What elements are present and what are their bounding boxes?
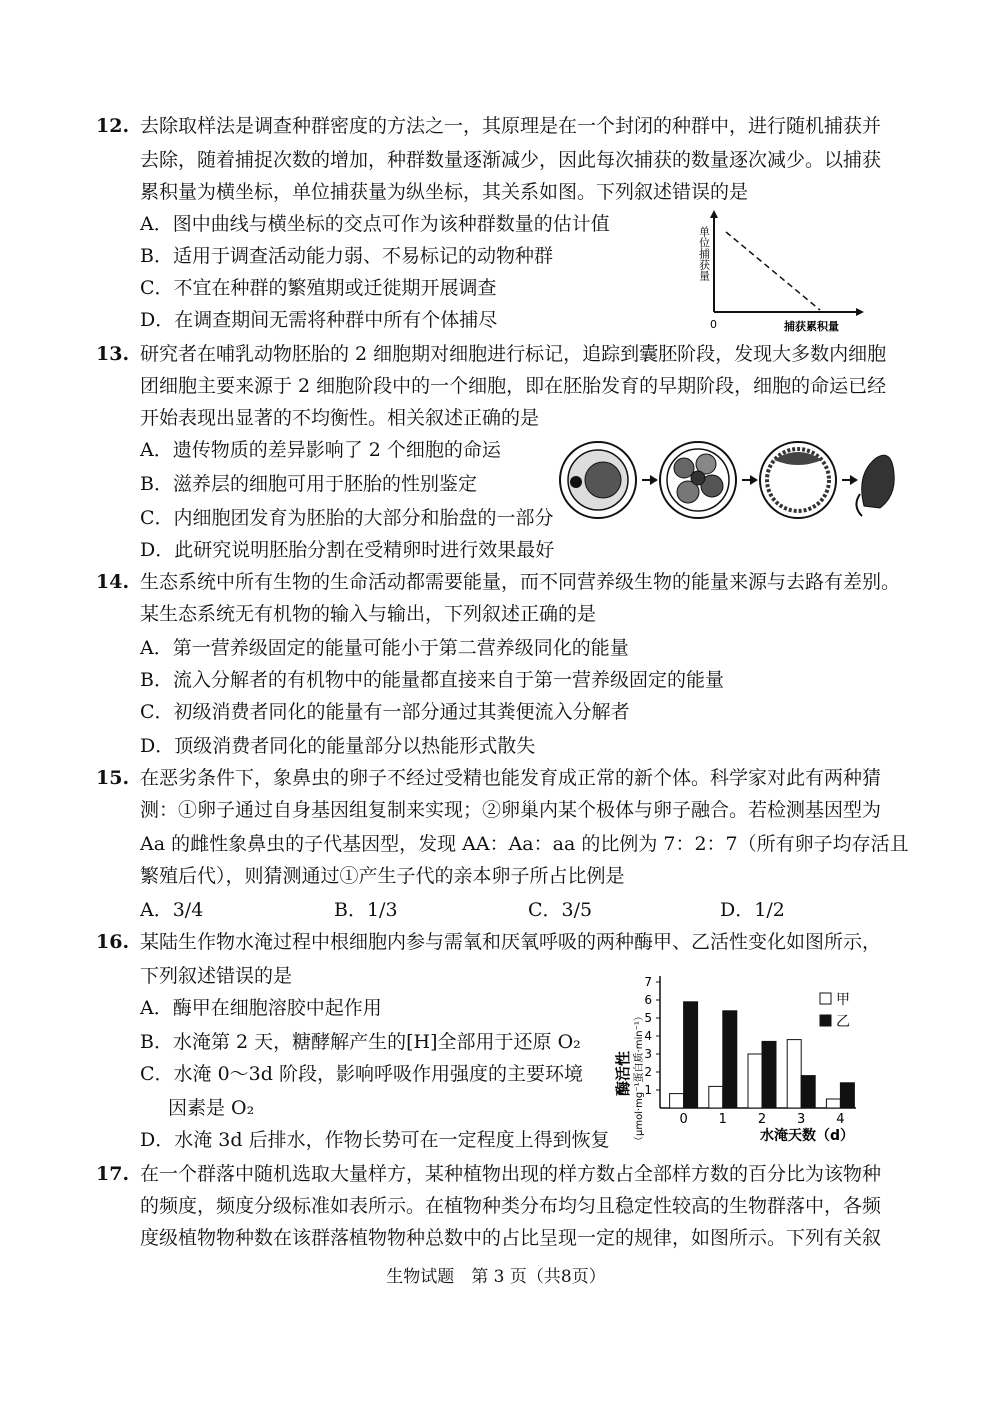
y-axis-unit: （μmol·mg⁻¹蛋白质·min⁻¹） <box>634 1011 645 1146</box>
question-stem-line: 生态系统中所有生物的生命活动都需要能量，而不同营养级生物的能量来源与去路有差别。 <box>140 571 901 593</box>
bar-yi <box>840 1083 854 1108</box>
option-a: A．遗传物质的差异影响了 2 个细胞的命运 <box>140 439 501 461</box>
option-d: D．在调查期间无需将种群中所有个体捕尽 <box>140 309 498 331</box>
bar-jia <box>709 1086 723 1108</box>
option-b: B．滋养层的细胞可用于胚胎的性别鉴定 <box>140 473 477 495</box>
bar-jia <box>787 1040 801 1108</box>
y-tick-label: 2 <box>644 1065 652 1079</box>
option-a: A．图中曲线与横坐标的交点可作为该种群数量的估计值 <box>140 213 610 235</box>
option-c-continued: 因素是 O₂ <box>168 1097 255 1119</box>
question-number: 17. <box>96 1163 130 1185</box>
option-b: B．流入分解者的有机物中的能量都直接来自于第一营养级固定的能量 <box>140 669 724 691</box>
bar-yi <box>762 1041 776 1108</box>
option-c: C．不宜在种群的繁殖期或迁徙期开展调查 <box>140 277 497 299</box>
question-number: 15. <box>96 767 130 789</box>
y-tick-label: 5 <box>644 1011 652 1025</box>
y-axis-title: 酶活性 <box>614 1050 632 1096</box>
capture-graph <box>690 208 870 336</box>
bar-jia <box>670 1094 684 1108</box>
legend-swatch <box>820 1015 831 1026</box>
question-stem-line: 测：①卵子通过自身基因组复制来实现；②卵巢内某个极体与卵子融合。若检测基因型为 <box>140 799 882 821</box>
x-axis-label: 捕获累积量 <box>784 320 839 333</box>
option-a: A．3/4 <box>140 899 204 921</box>
option-b: B．水淹第 2 天，糖酵解产生的[H]全部用于还原 O₂ <box>140 1031 581 1053</box>
bar-jia <box>826 1099 840 1108</box>
blastocyst-image <box>760 442 836 518</box>
question-stem-line: 研究者在哺乳动物胚胎的 2 细胞期对细胞进行标记，追踪到囊胚阶段，发现大多数内细胞 <box>140 343 887 365</box>
y-tick-label: 4 <box>644 1029 652 1043</box>
question-stem-line: 团细胞主要来源于 2 细胞阶段中的一个细胞，即在胚胎发育的早期阶段，细胞的命运已经 <box>140 375 887 397</box>
option-c: C．内细胞团发育为胚胎的大部分和胎盘的一部分 <box>140 507 554 529</box>
y-axis-label: 单位捕获量 <box>697 226 711 281</box>
x-tick-label: 4 <box>836 1112 845 1127</box>
x-tick-label: 3 <box>797 1112 806 1127</box>
x-axis-title: 水淹天数（d） <box>760 1128 855 1144</box>
option-b: B．适用于调查活动能力弱、不易标记的动物种群 <box>140 245 553 267</box>
question-stem-line: 在一个群落中随机选取大量样方，某种植物出现的样方数占全部样方数的百分比为该物种 <box>140 1163 882 1185</box>
question-stem-line: Aa 的雌性象鼻虫的子代基因型，发现 AA：Aa：aa 的比例为 7：2：7（所有卵子均存活且 <box>140 833 909 855</box>
x-tick-label: 1 <box>718 1112 727 1127</box>
y-tick-label: 6 <box>644 993 652 1007</box>
decline-line <box>726 232 820 310</box>
option-a: A．第一营养级固定的能量可能小于第二营养级同化的能量 <box>140 637 629 659</box>
option-c: C．3/5 <box>528 899 593 921</box>
morula-image <box>660 442 736 518</box>
bar-yi <box>801 1076 815 1108</box>
question-stem-line: 去除取样法是调查种群密度的方法之一，其原理是在一个封闭的种群中，进行随机捕获并 <box>140 115 882 137</box>
question-stem-line: 累积量为横坐标，单位捕获量为纵坐标，其关系如图。下列叙述错误的是 <box>140 181 749 203</box>
x-tick-label: 0 <box>679 1112 688 1127</box>
y-tick-label: 3 <box>644 1047 652 1061</box>
legend-swatch <box>820 993 831 1004</box>
option-d: D．水淹 3d 后排水，作物长势可在一定程度上得到恢复 <box>140 1129 610 1151</box>
option-a: A．酶甲在细胞溶胶中起作用 <box>140 997 382 1019</box>
question-stem-line: 某生态系统无有机物的输入与输出，下列叙述正确的是 <box>140 603 597 625</box>
fetus-image <box>856 455 894 516</box>
question-number: 16. <box>96 931 130 953</box>
bar-jia <box>748 1054 762 1108</box>
question-number: 12. <box>96 115 130 137</box>
y-tick-label: 1 <box>644 1083 652 1097</box>
bar-yi <box>684 1002 698 1108</box>
option-d: D．顶级消费者同化的能量部分以热能形式散失 <box>140 735 536 757</box>
option-d: D．1/2 <box>720 899 785 921</box>
enzyme-activity-chart <box>612 974 882 1150</box>
question-stem-line: 去除，随着捕捉次数的增加，种群数量逐渐减少，因此每次捕获的数量逐次减少。以捕获 <box>140 149 882 171</box>
option-c: C．初级消费者同化的能量有一部分通过其粪便流入分解者 <box>140 701 630 723</box>
question-stem-line: 繁殖后代），则猜测通过①产生子代的亲本卵子所占比例是 <box>140 865 625 887</box>
y-tick-label: 7 <box>644 975 652 989</box>
embryo-development-diagram <box>556 434 896 526</box>
question-stem-line: 度级植物物种数在该群落植物物种总数中的占比呈现一定的规律，如图所示。下列有关叙 <box>140 1227 882 1249</box>
zygote-image <box>560 442 636 518</box>
question-stem-line: 某陆生作物水淹过程中根细胞内参与需氧和厌氧呼吸的两种酶甲、乙活性变化如图所示， <box>140 931 882 953</box>
legend-label: 甲 <box>836 992 850 1008</box>
question-stem-line: 的频度，频度分级标准如表所示。在植物种类分布均匀且稳定性较高的生物群落中，各频 <box>140 1195 882 1217</box>
bar-yi <box>723 1011 737 1108</box>
option-b: B．1/3 <box>334 899 398 921</box>
question-stem-line: 开始表现出显著的不均衡性。相关叙述正确的是 <box>140 407 540 429</box>
origin-label: 0 <box>710 318 717 331</box>
option-c: C．水淹 0～3d 阶段，影响呼吸作用强度的主要环境 <box>140 1063 583 1085</box>
question-stem-line: 下列叙述错误的是 <box>140 965 293 987</box>
option-d: D．此研究说明胚胎分割在受精卵时进行效果最好 <box>140 539 555 561</box>
x-tick-label: 2 <box>757 1112 767 1127</box>
page-footer: 生物试题 第 3 页（共8页） <box>386 1267 606 1287</box>
question-number: 14. <box>96 571 130 593</box>
question-stem-line: 在恶劣条件下，象鼻虫的卵子不经过受精也能发育成正常的新个体。科学家对此有两种猜 <box>140 767 882 789</box>
legend-label: 乙 <box>836 1014 850 1030</box>
question-number: 13. <box>96 343 130 365</box>
